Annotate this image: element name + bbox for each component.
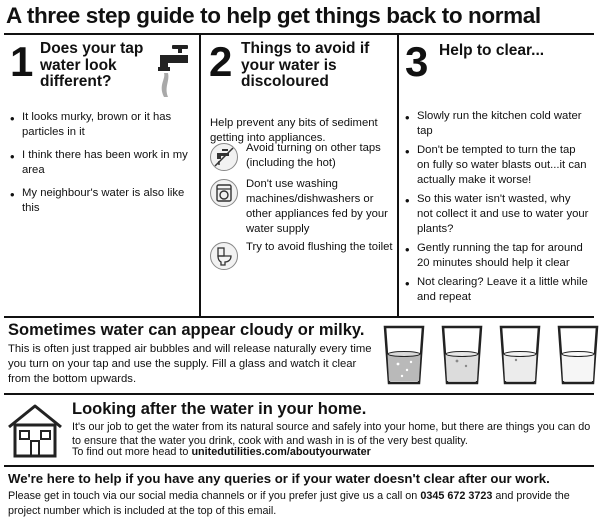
help-text: and provide the project number which is included at the top of this email. — [8, 490, 570, 517]
list-item: • Don't be tempted to turn the tap on fully so water blasts out...it can actually make it worse! — [403, 143, 589, 188]
step-number: 2 — [209, 38, 233, 85]
phone-number[interactable]: 0345 672 3723 — [420, 490, 493, 502]
section-body — [8, 489, 588, 519]
toilet-icon — [210, 242, 238, 270]
heading-line: different? — [40, 73, 112, 91]
heading-line: Does your tap — [40, 40, 144, 57]
heading-line: water look — [40, 56, 117, 74]
section-heading: We're here to help if you have any queries or if your water doesn't clear after our work. — [8, 471, 550, 486]
washing-machine-icon — [210, 179, 238, 207]
section-body: It's our job to get the water from its natural source and safely into your home, but there are things you can do to ensure that the water you drink, cook with and wash in is of the very best quality. — [72, 421, 591, 448]
list-item: • It looks murky, brown or it has particles in it — [8, 110, 192, 140]
tap-drip-icon — [152, 43, 196, 99]
list-item: • So this water isn't wasted, why not collect it and use to water your plants? — [403, 192, 589, 237]
glass-of-water-icon — [556, 324, 600, 386]
page-title: A three step guide to help get things back to normal — [6, 3, 541, 28]
list-item: • My neighbour's water is also like this — [8, 186, 192, 216]
heading-line: discoloured — [241, 73, 329, 91]
website-link[interactable]: unitedutilities.com/aboutyourwater — [191, 446, 371, 458]
avoid-text: Avoid turning on other taps (including the hot) — [246, 142, 381, 170]
link-line — [72, 445, 371, 459]
looking-after-section — [4, 395, 594, 467]
section-body: This is often just trapped air bubbles and will release naturally every time you turn on your tap and use the supply. Fill a glass and watch it clear from the bottom upwards. — [8, 343, 372, 386]
glass-of-water-icon — [440, 324, 484, 386]
list-item: • Gently running the tap for around 20 minutes should help it clear — [403, 241, 589, 271]
step-heading — [40, 41, 143, 91]
avoid-text: Try to avoid flushing the toilet — [246, 241, 393, 253]
three-step-grid — [4, 33, 594, 318]
help-section — [4, 468, 594, 518]
list-item: • Not clearing? Leave it a little while and repeat — [403, 275, 589, 305]
step-heading: Help to clear... — [439, 42, 545, 59]
step-heading — [241, 41, 369, 91]
step-number: 1 — [10, 38, 34, 85]
step-3-list — [403, 109, 589, 309]
avoid-text: Don't use washing machines/dishwashers or other appliances fed by your water supply — [246, 178, 388, 236]
heading-line: your water is — [241, 56, 337, 74]
step-3-column — [399, 35, 594, 316]
link-prefix: To find out more head to — [72, 446, 192, 458]
step-number: 3 — [405, 38, 429, 85]
section-heading: Sometimes water can appear cloudy or milky. — [8, 321, 365, 339]
tap-crossed-icon — [210, 143, 238, 171]
glass-of-water-icon — [382, 324, 426, 386]
step-1-list — [8, 110, 192, 224]
glass-of-water-icon — [498, 324, 542, 386]
list-item: • I think there has been work in my area — [8, 148, 192, 178]
list-item: • Slowly run the kitchen cold water tap — [403, 109, 589, 139]
heading-line: Things to avoid if — [241, 40, 370, 57]
step-2-column — [201, 35, 396, 316]
cloudy-water-section — [4, 316, 594, 395]
step-2-intro: Help prevent any bits of sediment getting into appliances. — [210, 117, 378, 145]
house-icon — [6, 403, 64, 459]
help-text: Please get in touch via our social media channels or if you prefer just give us a call on — [8, 490, 421, 502]
section-heading: Looking after the water in your home. — [72, 400, 367, 418]
step-1-column — [4, 35, 198, 316]
